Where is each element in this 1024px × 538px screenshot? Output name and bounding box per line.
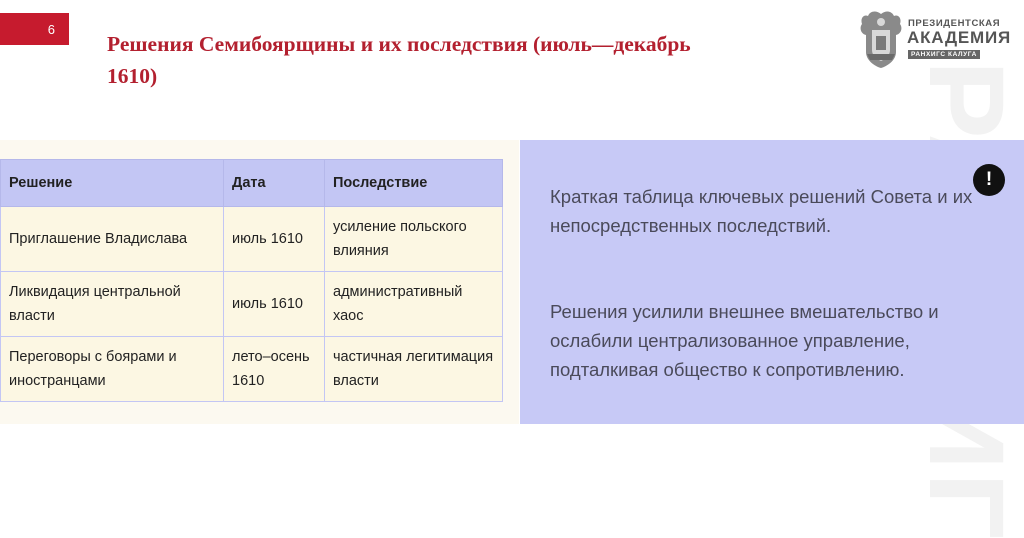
summary-paragraph-2: Решения усилили внешнее вмешательство и ослабили централизованное управление, подталкивая общество к сопротивлению. — [550, 301, 939, 380]
cell-date: июль 1610 — [224, 272, 325, 337]
decisions-table — [0, 159, 503, 402]
column-header-date: Дата — [224, 160, 325, 207]
cell-decision: Ликвидация центральной власти — [1, 272, 224, 337]
cell-date: июль 1610 — [224, 207, 325, 272]
eagle-emblem-icon — [858, 8, 904, 70]
cell-consequence: частичная легитимация власти — [325, 337, 503, 402]
column-header-consequence: Последствие — [325, 160, 503, 207]
table-row — [1, 337, 503, 402]
cell-decision: Переговоры с боярами и иностранцами — [1, 337, 224, 402]
table-row — [1, 207, 503, 272]
cell-date: лето–осень 1610 — [224, 337, 325, 402]
logo-branch: РАНХИГС КАЛУГА — [908, 50, 980, 59]
logo-name: АКАДЕМИЯ — [907, 28, 1012, 47]
page-title: Решения Семибоярщины и их последствия (июль—декабрь 1610) — [107, 32, 691, 88]
cell-decision: Приглашение Владислава — [1, 207, 224, 272]
table-panel — [0, 140, 519, 424]
slide-number-badge — [0, 13, 69, 45]
cell-consequence: усиление польского влияния — [325, 207, 503, 272]
slide-number: 6 — [47, 21, 55, 37]
column-header-decision: Решение — [1, 160, 224, 207]
cell-consequence: административный хаос — [325, 272, 503, 337]
table-row — [1, 272, 503, 337]
table-header-row — [1, 160, 503, 207]
logo-subtitle: ПРЕЗИДЕНТСКАЯ — [908, 18, 1001, 29]
summary-panel — [520, 140, 1024, 424]
academy-logo — [858, 8, 1012, 70]
summary-paragraph-1: Краткая таблица ключевых решений Совета и их непосредственных последствий. — [550, 186, 973, 236]
exclamation-icon: ! — [973, 164, 1005, 196]
